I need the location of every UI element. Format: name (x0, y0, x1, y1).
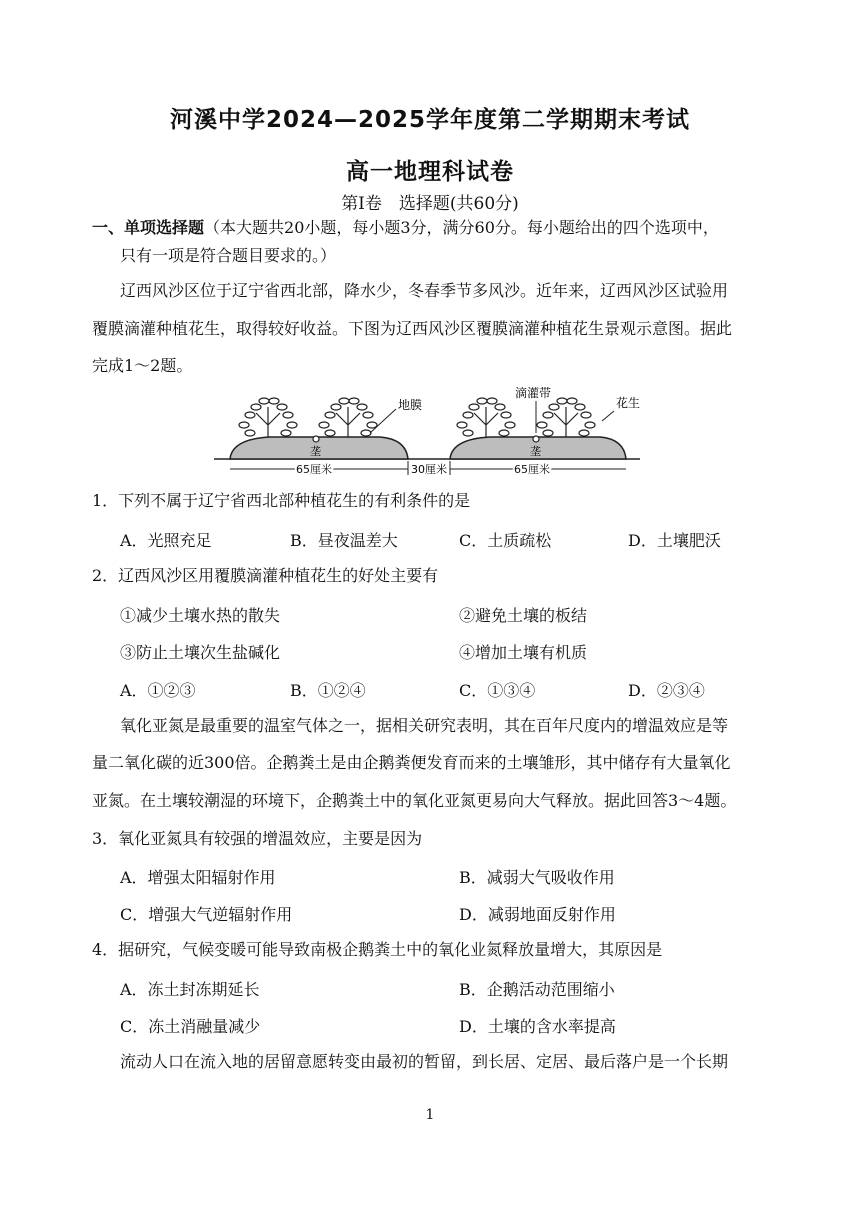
q2-item-4: ④增加土壤有机质 (459, 643, 588, 662)
peanut-field-diagram (210, 387, 650, 477)
q4-option-c[interactable]: C．冻土消融量减少 (120, 1017, 261, 1036)
q3-option-a[interactable]: A．增强太阳辐射作用 (120, 868, 276, 887)
passage1-line2: 覆膜滴灌种植花生，取得较好收益。下图为辽西风沙区覆膜滴灌种植花生景观示意图。据此 (92, 319, 733, 338)
q2-option-a[interactable]: A．①②③ (120, 681, 196, 700)
q3-option-b[interactable]: B．减弱大气吸收作用 (459, 868, 615, 887)
q1-option-b[interactable]: B．昼夜温差大 (290, 531, 398, 550)
plant-1 (239, 398, 297, 437)
q4-option-d[interactable]: D．土壤的含水率提高 (459, 1017, 616, 1036)
peanut-leader (602, 411, 614, 421)
q2-option-c[interactable]: C．①③④ (459, 681, 536, 700)
section-instruction-text: （本大题共20小题，每小题3分，满分60分。每小题给出的四个选项中， (204, 218, 719, 237)
q1-stem: 1．下列不属于辽宁省西北部种植花生的有利条件的是 (92, 491, 471, 510)
q4-stem: 4．据研究，气候变暖可能导致南极企鹅粪土中的氧化业氮释放量增大，其原因是 (92, 940, 663, 959)
passage1-line1: 辽西风沙区位于辽宁省西北部，降水少，冬春季节多风沙。近年来，辽西风沙区试验用 (120, 281, 729, 300)
page-number: 1 (425, 1107, 435, 1123)
q2-item-2: ②避免土壤的板结 (459, 606, 588, 625)
section-instruction-line2: 只有一项是符合题目要求的。） (120, 246, 337, 265)
q1-option-a[interactable]: A．光照充足 (120, 531, 212, 550)
dim-label-left: 65厘米 (296, 463, 332, 476)
ridge-label-left: 垄 (310, 445, 321, 458)
section-instruction (92, 217, 719, 239)
q2-item-1: ①减少土壤水热的散失 (120, 606, 281, 625)
plant-4 (537, 398, 595, 437)
label-drip: 滴灌带 (515, 387, 552, 400)
q3-stem: 3．氧化亚氮具有较强的增温效应，主要是因为 (92, 829, 423, 848)
q3-option-c[interactable]: C．增强大气逆辐射作用 (120, 905, 293, 924)
film-leader (370, 409, 396, 433)
label-film: 地膜 (398, 398, 423, 412)
passage1-line3: 完成1～2题。 (92, 356, 193, 375)
drip-tape-left (313, 436, 319, 442)
passage3-line1: 流动人口在流入地的居留意愿转变由最初的暂留，到长居、定居、最后落户是一个长期 (120, 1052, 729, 1071)
q1-option-c[interactable]: C．土质疏松 (459, 531, 552, 550)
part-title: 第Ⅰ卷 选择题(共60分) (341, 194, 519, 214)
passage2-line3: 亚氮。在土壤较潮湿的环境下，企鹅粪土中的氧化亚氮更易向大气释放。据此回答3～4题。 (92, 791, 737, 810)
drip-tape-right (533, 436, 539, 442)
ridge-label-right: 垄 (530, 445, 541, 458)
q2-option-b[interactable]: B．①②④ (290, 681, 366, 700)
section-heading: 一、单项选择题 (92, 218, 205, 237)
q2-stem: 2．辽西风沙区用覆膜滴灌种植花生的好处主要有 (92, 566, 439, 585)
plant-2 (319, 398, 377, 437)
exam-title: 河溪中学2024—2025学年度第二学期期末考试 (169, 107, 691, 133)
passage2-line1: 氧化亚氮是最重要的温室气体之一，据相关研究表明，其在百年尺度内的增温效应是等 (120, 716, 729, 735)
q2-item-3: ③防止土壤次生盐碱化 (120, 643, 281, 662)
q4-option-a[interactable]: A．冻土封冻期延长 (120, 980, 260, 999)
q4-option-b[interactable]: B．企鹅活动范围缩小 (459, 980, 615, 999)
q1-option-d[interactable]: D．土壤肥沃 (628, 531, 721, 550)
dim-label-gap: 30厘米 (411, 463, 447, 476)
exam-subtitle: 高一地理科试卷 (346, 159, 514, 185)
dim-label-right: 65厘米 (514, 463, 550, 476)
passage2-line2: 量二氧化碳的近300倍。企鹅粪土是由企鹅粪便发育而来的土壤雏形，其中储存有大量氧化 (92, 753, 731, 772)
plant-3 (457, 398, 515, 437)
q3-option-d[interactable]: D．减弱地面反射作用 (459, 905, 616, 924)
q2-option-d[interactable]: D．②③④ (628, 681, 705, 700)
label-peanut: 花生 (616, 396, 641, 410)
